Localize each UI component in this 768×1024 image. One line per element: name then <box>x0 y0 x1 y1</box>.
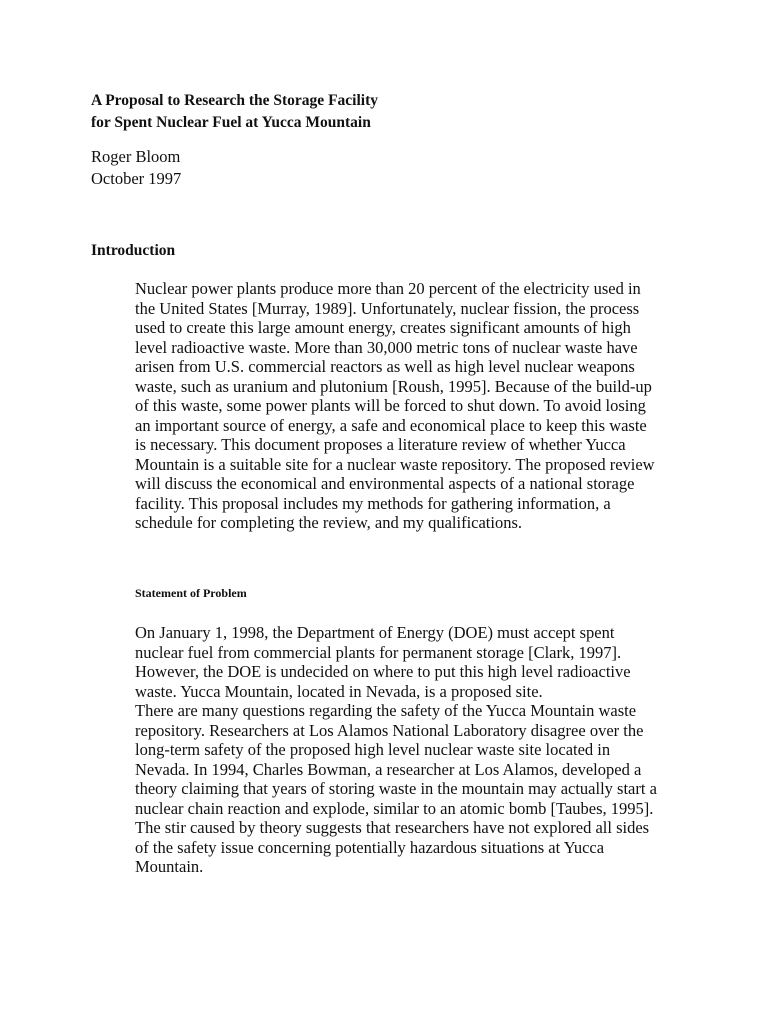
paragraph-line: an important source of energy, a safe and economical place to keep this waste <box>135 415 647 435</box>
paragraph-line: Mountain. <box>135 857 204 876</box>
paragraph-line: nuclear fuel from commercial plants for permanent storage [Clark, 1997]. <box>135 642 622 662</box>
paragraph-line: nuclear chain reaction and explode, similar to an atomic bomb [Taubes, 1995]. <box>135 798 654 818</box>
paragraph-line: repository. Researchers at Los Alamos National Laboratory disagree over the <box>135 720 644 740</box>
statement-of-problem-heading: Statement of Problem <box>135 586 247 600</box>
paragraph-line: Nuclear power plants produce more than 20 percent of the electricity used in <box>135 279 641 298</box>
paragraph-line: arisen from U.S. commercial reactors as well as high level nuclear weapons <box>135 357 635 376</box>
paragraph-line: waste, such as uranium and plutonium [Roush, 1995]. Because of the build-up <box>135 376 652 396</box>
paragraph-line: theory claiming that years of storing waste in the mountain may actually start a <box>135 779 657 798</box>
paragraph-line: level radioactive waste. More than 30,000 metric tons of nuclear waste have <box>135 337 638 357</box>
title-line: A Proposal to Research the Storage Facility <box>91 92 378 109</box>
statement-of-problem-paragraph <box>135 623 695 877</box>
paragraph-line: Nevada. In 1994, Charles Bowman, a researcher at Los Alamos, developed a <box>135 759 642 779</box>
paragraph-line: of this waste, some power plants will be forced to shut down. To avoid losing <box>135 396 646 415</box>
paragraph-line: of the safety issue concerning potentially hazardous situations at Yucca <box>135 837 605 857</box>
paragraph-line: The stir caused by theory suggests that researchers have not explored all sides <box>135 818 650 837</box>
paragraph-line: used to create this large amount energy, creates significant amounts of high <box>135 318 631 337</box>
paragraph-line: On January 1, 1998, the Department of Energy (DOE) must accept spent <box>135 623 615 642</box>
author-info <box>91 146 181 190</box>
document-title <box>91 90 378 134</box>
paragraph-line: facility. This proposal includes my methods for gathering information, a <box>135 493 611 513</box>
title-line: for Spent Nuclear Fuel at Yucca Mountain <box>91 114 371 131</box>
author-name: Roger Bloom <box>91 147 181 166</box>
introduction-heading: Introduction <box>91 242 176 259</box>
introduction-paragraph <box>135 279 695 533</box>
paragraph-line: There are many questions regarding the safety of the Yucca Mountain waste <box>135 701 637 720</box>
paragraph-line: However, the DOE is undecided on where to put this high level radioactive <box>135 662 631 681</box>
paragraph-line: long-term safety of the proposed high level nuclear waste site located in <box>135 740 611 759</box>
paragraph-line: schedule for completing the review, and my qualifications. <box>135 513 523 532</box>
paragraph-line: is necessary. This document proposes a literature review of whether Yucca <box>135 435 626 454</box>
paragraph-line: waste. Yucca Mountain, located in Nevada, is a proposed site. <box>135 681 543 701</box>
paragraph-line: Mountain is a suitable site for a nuclear waste repository. The proposed review <box>135 454 655 474</box>
document-date: October 1997 <box>91 169 182 188</box>
paragraph-line: will discuss the economical and environmental aspects of a national storage <box>135 474 635 493</box>
paragraph-line: the United States [Murray, 1989]. Unfortunately, nuclear fission, the process <box>135 298 640 318</box>
